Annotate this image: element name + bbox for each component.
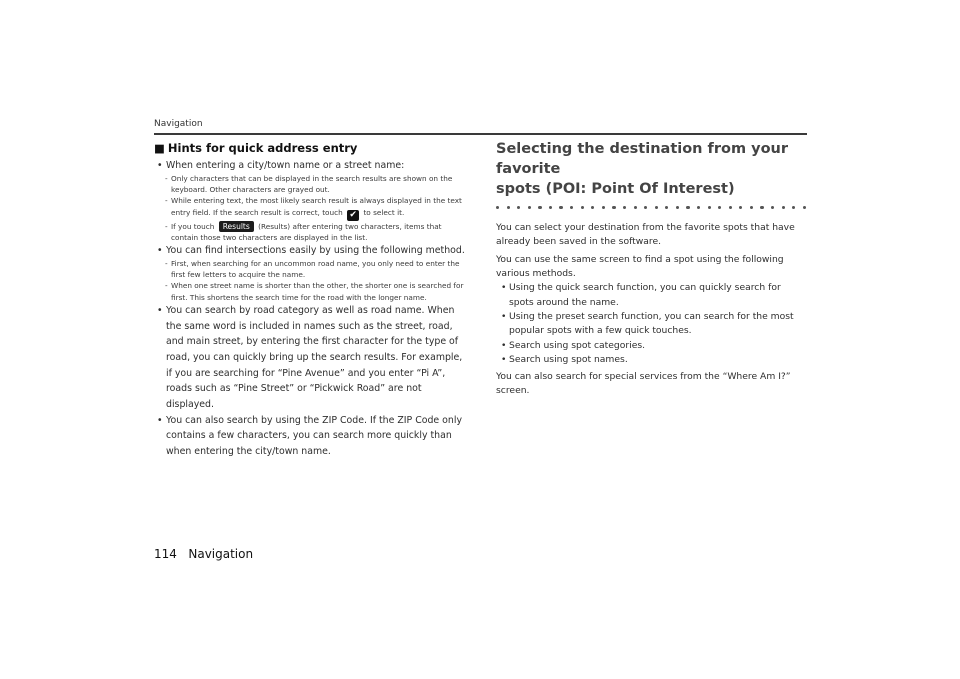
dash-icon: -	[165, 281, 168, 291]
header-section-label: Navigation	[154, 119, 203, 129]
section-title	[496, 139, 808, 199]
hint-bullet-2-text: You can find intersections easily by using the following method.	[166, 245, 465, 257]
divider-dot	[634, 206, 637, 209]
divider-dot	[665, 206, 668, 209]
poi-column	[496, 139, 808, 402]
hint-sub-item-text: Only characters that can be displayed in the search results are shown on the keyboard. Other characters are grayed out.	[171, 174, 453, 195]
dash-icon: -	[165, 259, 168, 269]
hint-bullet-3	[154, 303, 466, 413]
hint-sub-item	[154, 280, 466, 302]
dotted-divider	[496, 206, 806, 209]
divider-dot	[581, 206, 584, 209]
bullet-icon: •	[501, 339, 507, 351]
hint-sub-item	[154, 195, 466, 220]
divider-dot	[528, 206, 531, 209]
divider-dot	[655, 206, 658, 209]
divider-dot	[782, 206, 785, 209]
divider-dot	[549, 206, 552, 209]
hint-sub-item-text-tail: to select it.	[363, 207, 405, 217]
dash-icon: -	[165, 196, 168, 206]
divider-dot	[718, 206, 721, 209]
hint-sub-item-text: First, when searching for an uncommon road name, you only need to enter the first few letters to acquire the name.	[171, 259, 460, 280]
bullet-icon: •	[501, 310, 507, 322]
divider-dot	[739, 206, 742, 209]
hint-bullet-4-text: You can also search by using the ZIP Code. If the ZIP Code only contains a few characters, you can search more quickly than when entering the city/town name.	[166, 414, 463, 458]
hint-bullet-2	[154, 243, 466, 258]
bullet-icon: •	[157, 245, 163, 257]
list-item-text: Using the preset search function, you can search for the most popular spots with a few quick touches.	[509, 310, 794, 337]
page-number: 114	[154, 547, 177, 561]
list-item	[496, 339, 808, 353]
divider-dot	[760, 206, 763, 209]
bullet-icon: •	[157, 414, 163, 426]
hint-sub-item-text: If you touch	[171, 221, 215, 231]
list-item	[496, 353, 808, 367]
page-footer	[154, 547, 253, 561]
hint-sub-item-text: When one street name is shorter than the other, the shorter one is searched for first. This shortens the search time for the road with the longer name.	[171, 281, 464, 302]
bullet-icon: •	[157, 304, 163, 316]
dash-icon: -	[165, 221, 168, 231]
divider-dot	[538, 206, 541, 209]
results-button-image: Results	[219, 221, 254, 232]
poi-methods-list	[496, 281, 808, 367]
divider-dot	[496, 206, 499, 209]
list-item-text: Search using spot names.	[509, 353, 628, 365]
hints-heading-text: Hints for quick address entry	[167, 141, 358, 155]
section-title-line-2: spots (POI: Point Of Interest)	[496, 181, 735, 197]
divider-dot	[803, 206, 806, 209]
hint-sub-item	[154, 173, 466, 195]
divider-dot	[676, 206, 679, 209]
bullet-icon: •	[501, 353, 507, 365]
list-item	[496, 281, 808, 310]
hint-bullet-3-text: You can search by road category as well as road name. When the same word is included in names such as the street, road, and main street, by entering the first character for the type of road, you can quickly bring up the search results. For example, if you are searching for “Pine Avenue” and you enter “Pi A”, roads such as “Pine Street” or “Pickwick Road” are not displayed.	[166, 304, 463, 411]
bullet-icon: •	[157, 160, 163, 171]
divider-dot	[792, 206, 795, 209]
list-item-text: Using the quick search function, you can quickly search for spots around the name.	[509, 282, 781, 308]
dash-icon: -	[165, 174, 168, 183]
poi-paragraph-1: You can select your destination from the favorite spots that have already been saved in the software.	[496, 222, 795, 248]
divider-dot	[559, 206, 562, 209]
section-title-line-1: Selecting the destination from your favorite	[496, 141, 789, 177]
divider-dot	[708, 206, 711, 209]
divider-dot	[507, 206, 510, 209]
divider-dot	[570, 206, 573, 209]
divider-dot	[623, 206, 626, 209]
checkmark-button-icon: ✔	[347, 210, 359, 221]
hint-sub-item-text-tail: (Results) after entering two characters, items that contain those two characters are displayed in the list.	[171, 221, 442, 242]
hint-bullet-1	[154, 158, 466, 173]
divider-dot	[644, 206, 647, 209]
footer-section-label: Navigation	[188, 547, 254, 561]
bullet-icon: •	[501, 282, 507, 294]
poi-paragraph-3: You can also search for special services from the “Where Am I?” screen.	[496, 371, 791, 397]
hint-sub-item	[154, 258, 466, 280]
divider-dot	[602, 206, 605, 209]
divider-dot	[686, 206, 689, 209]
hint-bullet-1-text: When entering a city/town name or a street name:	[166, 160, 405, 171]
divider-dot	[750, 206, 753, 209]
hint-sub-item-text: While entering text, the most likely search result is always displayed in the text entry field. If the search result is correct, touch	[171, 196, 462, 217]
heading-square-icon: ■	[154, 141, 165, 155]
divider-dot	[517, 206, 520, 209]
divider-dot	[591, 206, 594, 209]
hint-sub-item	[154, 221, 466, 243]
poi-paragraph-2: You can use the same screen to find a spot using the following various methods.	[496, 253, 784, 280]
divider-dot	[612, 206, 615, 209]
hint-bullet-4	[154, 413, 466, 460]
divider-dot	[729, 206, 732, 209]
list-item	[496, 310, 808, 339]
divider-dot	[771, 206, 774, 209]
divider-dot	[697, 206, 700, 209]
hints-column	[154, 141, 466, 460]
list-item-text: Search using spot categories.	[509, 339, 646, 351]
hints-heading	[154, 141, 466, 156]
header-divider	[154, 133, 807, 135]
